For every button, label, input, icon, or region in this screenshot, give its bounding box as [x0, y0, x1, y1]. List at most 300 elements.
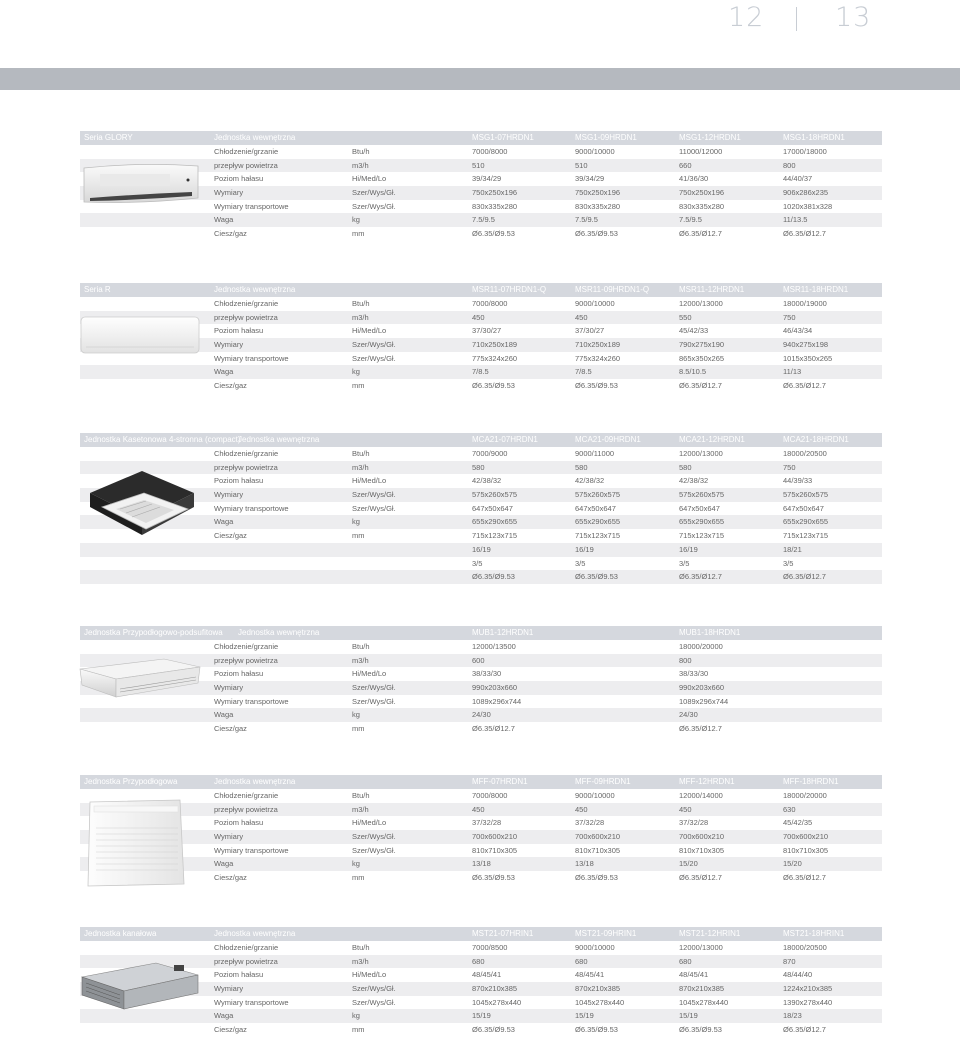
spec-value: 39/34/29 — [575, 174, 605, 184]
spec-label: Poziom hałasu — [214, 476, 264, 486]
spec-unit: Szer/Wys/Gł. — [352, 997, 396, 1007]
section-przypodlogowa — [80, 775, 882, 885]
spec-value: Ø6.35/Ø9.53 — [679, 1025, 722, 1035]
model-name: MST21-18HRIN1 — [783, 929, 845, 938]
spec-value: 870x210x385 — [575, 984, 621, 994]
spec-label: Waga — [214, 215, 234, 225]
spec-value: 450 — [575, 804, 588, 814]
spec-value: 44/40/37 — [783, 174, 813, 184]
spec-label: Chłodzenie/grzanie — [214, 791, 279, 800]
spec-value: 575x260x575 — [575, 490, 621, 500]
spec-table — [80, 447, 882, 584]
spec-unit: m3/h — [352, 956, 369, 966]
model-name: MST21-09HRIN1 — [575, 929, 637, 938]
spec-unit: kg — [352, 215, 360, 225]
section-header — [80, 775, 882, 789]
model-name: MFF-09HRDN1 — [575, 777, 631, 786]
series-name: Jednostka Przypodłogowa — [84, 777, 178, 786]
spec-value: 1020x381x328 — [783, 201, 833, 211]
model-name: MSR11-18HRDN1 — [783, 285, 849, 294]
spec-value: 38/33/30 — [472, 669, 502, 679]
spec-value: 42/38/32 — [679, 476, 709, 486]
spec-label: Ciesz/gaz — [214, 381, 247, 391]
spec-value: 600 — [472, 655, 485, 665]
table-row — [80, 570, 882, 584]
spec-value: Ø6.35/Ø12.7 — [679, 724, 722, 734]
spec-value: 12000/13500 — [472, 642, 516, 651]
spec-label: Ciesz/gaz — [214, 873, 247, 883]
spec-value: 750x250x196 — [472, 188, 518, 198]
spec-value: 575x260x575 — [783, 490, 829, 500]
spec-value: 700x600x210 — [575, 832, 621, 842]
spec-value: 715x123x715 — [472, 531, 518, 541]
table-row — [80, 844, 882, 858]
spec-value: 37/32/28 — [472, 818, 502, 828]
spec-value: 1390x278x440 — [783, 997, 833, 1007]
table-row — [80, 461, 882, 475]
spec-value: Ø6.35/Ø12.7 — [783, 381, 826, 391]
spec-value: 44/39/33 — [783, 476, 813, 486]
spec-value: 810x710x305 — [472, 845, 518, 855]
spec-label: Wymiary — [214, 490, 244, 500]
spec-value: 710x250x189 — [575, 340, 621, 350]
wall-unit-glory-image — [80, 160, 202, 210]
section-header — [80, 433, 882, 447]
spec-label: Chłodzenie/grzanie — [214, 147, 279, 156]
spec-label: Wymiary transportowe — [214, 696, 289, 706]
spec-value: Ø6.35/Ø12.7 — [783, 572, 826, 582]
spec-value: 575x260x575 — [472, 490, 518, 500]
spec-value: 810x710x305 — [575, 845, 621, 855]
spec-value: 450 — [679, 804, 692, 814]
spec-unit: Szer/Wys/Gł. — [352, 353, 396, 363]
spec-label: przepływ powietrza — [214, 956, 278, 966]
spec-value: 37/32/28 — [575, 818, 605, 828]
section-kasetonowa — [80, 433, 882, 584]
model-name: MSG1-18HRDN1 — [783, 133, 845, 142]
spec-label: Wymiary transportowe — [214, 503, 289, 513]
spec-unit: mm — [352, 229, 365, 239]
model-name: MFF-18HRDN1 — [783, 777, 839, 786]
spec-unit: Btu/h — [352, 791, 370, 800]
spec-value: 715x123x715 — [783, 531, 829, 541]
unit-label: Jednostka wewnętrzna — [214, 133, 296, 142]
spec-value: 715x123x715 — [575, 531, 621, 541]
spec-value: 7000/8000 — [472, 791, 508, 800]
spec-value: 647x50x647 — [679, 503, 720, 513]
spec-value: 7.5/9.5 — [575, 215, 598, 225]
table-row — [80, 857, 882, 871]
spec-unit: Szer/Wys/Gł. — [352, 201, 396, 211]
spec-value: Ø6.35/Ø9.53 — [472, 1025, 515, 1035]
spec-value: 15/19 — [575, 1011, 594, 1021]
spec-value: 45/42/33 — [679, 326, 709, 336]
table-row — [80, 145, 882, 159]
spec-value: 9000/10000 — [575, 943, 615, 952]
table-row — [80, 227, 882, 241]
series-name: Seria GLORY — [84, 133, 133, 142]
model-name: MSG1-07HRDN1 — [472, 133, 534, 142]
spec-value: Ø6.35/Ø12.7 — [783, 229, 826, 239]
spec-unit: Szer/Wys/Gł. — [352, 188, 396, 198]
spec-value: Ø6.35/Ø9.53 — [575, 572, 618, 582]
spec-value: Ø6.35/Ø9.53 — [472, 572, 515, 582]
spec-value: 48/45/41 — [575, 970, 605, 980]
spec-value: 11/13 — [783, 367, 802, 377]
spec-value: 38/33/30 — [679, 669, 709, 679]
spec-value: 450 — [575, 312, 588, 322]
spec-value: 655x290x655 — [472, 517, 518, 527]
table-row — [80, 543, 882, 557]
spec-value: 8.5/10.5 — [679, 367, 707, 377]
spec-unit: Szer/Wys/Gł. — [352, 340, 396, 350]
spec-value: 7000/8500 — [472, 943, 508, 952]
spec-label: Wymiary — [214, 984, 244, 994]
unit-label: Jednostka wewnętrzna — [238, 435, 320, 444]
spec-value: 775x324x260 — [472, 353, 518, 363]
spec-label: Ciesz/gaz — [214, 724, 247, 734]
series-name: Seria R — [84, 285, 111, 294]
spec-label: Poziom hałasu — [214, 174, 264, 184]
spec-value: 41/36/30 — [679, 174, 709, 184]
spec-value: 7.5/9.5 — [472, 215, 495, 225]
spec-label: Wymiary — [214, 683, 244, 693]
spec-value: 13/18 — [575, 859, 594, 869]
spec-unit: m3/h — [352, 804, 369, 814]
model-name: MUB1-18HRDN1 — [679, 628, 741, 637]
spec-value: 18/21 — [783, 544, 802, 554]
spec-label: Wymiary transportowe — [214, 353, 289, 363]
table-row — [80, 488, 882, 502]
model-name: MCA21-12HRDN1 — [679, 435, 745, 444]
spec-value: 655x290x655 — [575, 517, 621, 527]
spec-value: 11000/12000 — [679, 147, 723, 156]
model-name: MSG1-09HRDN1 — [575, 133, 637, 142]
spec-value: Ø6.35/Ø12.7 — [472, 724, 515, 734]
series-name: Jednostka kanałowa — [84, 929, 157, 938]
spec-value: 24/30 — [679, 710, 698, 720]
spec-value: 830x335x280 — [472, 201, 518, 211]
spec-value: 12000/13000 — [679, 449, 723, 458]
spec-label: Chłodzenie/grzanie — [214, 299, 279, 308]
spec-value: Ø6.35/Ø12.7 — [679, 873, 722, 883]
spec-value: 655x290x655 — [679, 517, 725, 527]
table-row — [80, 447, 882, 461]
spec-value: 580 — [575, 462, 588, 472]
spec-unit: Hi/Med/Lo — [352, 669, 387, 679]
spec-label: Poziom hałasu — [214, 818, 264, 828]
table-row — [80, 529, 882, 543]
series-name: Jednostka Kasetonowa 4-stronna (compact) — [84, 435, 241, 444]
spec-value: Ø6.35/Ø12.7 — [783, 1025, 826, 1035]
spec-value: 800 — [783, 160, 796, 170]
table-row — [80, 1023, 882, 1037]
spec-value: 9000/11000 — [575, 449, 615, 458]
spec-value: 17000/18000 — [783, 147, 827, 156]
spec-label: Waga — [214, 710, 234, 720]
spec-value: 3/5 — [472, 558, 483, 568]
page-number-right: 13 — [835, 2, 872, 33]
table-row — [80, 722, 882, 736]
spec-label: Poziom hałasu — [214, 970, 264, 980]
unit-label: Jednostka wewnętrzna — [214, 777, 296, 786]
spec-label: przepływ powietrza — [214, 160, 278, 170]
spec-value: 680 — [679, 956, 692, 966]
table-row — [80, 789, 882, 803]
spec-value: 3/5 — [783, 558, 794, 568]
spec-value: 680 — [472, 956, 485, 966]
table-row — [80, 557, 882, 571]
spec-unit: Szer/Wys/Gł. — [352, 845, 396, 855]
model-name: MSR11-09HRDN1-Q — [575, 285, 650, 294]
spec-value: 1045x278x440 — [472, 997, 522, 1007]
table-row — [80, 708, 882, 722]
spec-value: 12000/14000 — [679, 791, 723, 800]
spec-value: 550 — [679, 312, 692, 322]
spec-value: Ø6.35/Ø12.7 — [679, 229, 722, 239]
spec-value: 990x203x660 — [679, 683, 725, 693]
spec-value: 700x600x210 — [472, 832, 518, 842]
spec-value: 1045x278x440 — [575, 997, 625, 1007]
spec-value: 647x50x647 — [472, 503, 513, 513]
spec-value: 655x290x655 — [783, 517, 829, 527]
spec-label: Poziom hałasu — [214, 326, 264, 336]
spec-value: Ø6.35/Ø9.53 — [575, 873, 618, 883]
table-row — [80, 941, 882, 955]
spec-value: 750 — [783, 462, 796, 472]
spec-unit: mm — [352, 724, 365, 734]
spec-label: Chłodzenie/grzanie — [214, 642, 279, 651]
spec-value: 870x210x385 — [679, 984, 725, 994]
spec-unit: Szer/Wys/Gł. — [352, 503, 396, 513]
spec-value: 450 — [472, 312, 485, 322]
spec-value: 7000/8000 — [472, 147, 508, 156]
spec-label: Wymiary transportowe — [214, 997, 289, 1007]
spec-label: Wymiary transportowe — [214, 201, 289, 211]
spec-value: 710x250x189 — [472, 340, 518, 350]
cassette-unit-image — [80, 463, 200, 543]
table-row — [80, 474, 882, 488]
spec-value: 18000/20500 — [783, 943, 827, 952]
unit-label: Jednostka wewnętrzna — [214, 285, 296, 294]
series-name: Jednostka Przypodłogowo-podsufitowa — [84, 628, 223, 637]
spec-value: 830x335x280 — [575, 201, 621, 211]
spec-unit: Hi/Med/Lo — [352, 970, 387, 980]
spec-unit: Hi/Med/Lo — [352, 818, 387, 828]
spec-unit: Btu/h — [352, 147, 370, 156]
spec-unit: m3/h — [352, 312, 369, 322]
spec-value: 18000/19000 — [783, 299, 827, 308]
spec-label: Chłodzenie/grzanie — [214, 449, 279, 458]
spec-unit: kg — [352, 710, 360, 720]
spec-value: 42/38/32 — [575, 476, 605, 486]
spec-value: Ø6.35/Ø9.53 — [472, 229, 515, 239]
spec-unit: mm — [352, 531, 365, 541]
spec-value: 647x50x647 — [783, 503, 824, 513]
spec-value: 700x600x210 — [679, 832, 725, 842]
spec-unit: Btu/h — [352, 299, 370, 308]
spec-value: 9000/10000 — [575, 791, 615, 800]
spec-unit: mm — [352, 1025, 365, 1035]
floor-unit-image — [84, 798, 190, 888]
spec-value: 1089x296x744 — [472, 696, 522, 706]
spec-label: przepływ powietrza — [214, 312, 278, 322]
section-header — [80, 927, 882, 941]
spec-value: Ø6.35/Ø12.7 — [679, 381, 722, 391]
spec-label: Ciesz/gaz — [214, 531, 247, 541]
unit-label: Jednostka wewnętrzna — [238, 628, 320, 637]
page-number-divider — [796, 7, 797, 31]
spec-value: 906x286x235 — [783, 188, 829, 198]
spec-label: Waga — [214, 517, 234, 527]
spec-value: 3/5 — [679, 558, 690, 568]
spec-label: Chłodzenie/grzanie — [214, 943, 279, 952]
duct-unit-image — [74, 957, 204, 1021]
model-name: MSR11-12HRDN1 — [679, 285, 745, 294]
spec-table — [80, 789, 882, 885]
table-row — [80, 502, 882, 516]
spec-value: Ø6.35/Ø9.53 — [472, 381, 515, 391]
spec-value: 12000/13000 — [679, 943, 723, 952]
model-name: MFF-07HRDN1 — [472, 777, 528, 786]
spec-value: 15/20 — [783, 859, 802, 869]
spec-value: Ø6.35/Ø12.7 — [783, 873, 826, 883]
spec-value: 48/45/41 — [472, 970, 502, 980]
model-name: MCA21-09HRDN1 — [575, 435, 641, 444]
spec-value: 810x710x305 — [679, 845, 725, 855]
spec-value: 580 — [679, 462, 692, 472]
spec-value: 11/13.5 — [783, 215, 808, 225]
spec-unit: Btu/h — [352, 943, 370, 952]
spec-value: 510 — [472, 160, 485, 170]
spec-unit: Btu/h — [352, 642, 370, 651]
spec-value: 750x250x196 — [679, 188, 725, 198]
spec-value: 580 — [472, 462, 485, 472]
spec-unit: kg — [352, 1011, 360, 1021]
spec-label: Waga — [214, 859, 234, 869]
spec-value: 16/19 — [575, 544, 594, 554]
spec-value: Ø6.35/Ø9.53 — [575, 1025, 618, 1035]
spec-label: przepływ powietrza — [214, 804, 278, 814]
spec-label: Ciesz/gaz — [214, 229, 247, 239]
spec-value: 13/18 — [472, 859, 491, 869]
section-header — [80, 131, 882, 145]
spec-value: 7000/9000 — [472, 449, 508, 458]
spec-label: Wymiary — [214, 340, 244, 350]
spec-value: 15/19 — [679, 1011, 698, 1021]
spec-value: 9000/10000 — [575, 299, 615, 308]
spec-unit: Btu/h — [352, 449, 370, 458]
spec-value: 48/45/41 — [679, 970, 709, 980]
spec-value: 700x600x210 — [783, 832, 829, 842]
table-row — [80, 816, 882, 830]
spec-value: Ø6.35/Ø9.53 — [575, 381, 618, 391]
spec-value: 24/30 — [472, 710, 491, 720]
spec-value: Ø6.35/Ø9.53 — [575, 229, 618, 239]
table-row — [80, 213, 882, 227]
spec-label: przepływ powietrza — [214, 655, 278, 665]
spec-value: 830x335x280 — [679, 201, 725, 211]
page-number-left: 12 — [728, 2, 765, 33]
spec-label: Wymiary — [214, 188, 244, 198]
spec-value: 647x50x647 — [575, 503, 616, 513]
spec-value: 48/44/40 — [783, 970, 813, 980]
spec-value: 865x350x265 — [679, 353, 725, 363]
spec-value: 575x260x575 — [679, 490, 725, 500]
table-row — [80, 640, 882, 654]
table-row — [80, 365, 882, 379]
spec-value: 39/34/29 — [472, 174, 502, 184]
spec-value: 810x710x305 — [783, 845, 829, 855]
spec-value: 37/30/27 — [575, 326, 605, 336]
spec-label: Wymiary transportowe — [214, 845, 289, 855]
spec-unit: mm — [352, 873, 365, 883]
spec-value: 7/8.5 — [472, 367, 489, 377]
spec-value: 7/8.5 — [575, 367, 592, 377]
table-row — [80, 515, 882, 529]
table-row — [80, 297, 882, 311]
spec-value: 7000/8000 — [472, 299, 508, 308]
header-band — [0, 68, 960, 90]
spec-value: 1224x210x385 — [783, 984, 833, 994]
model-name: MSG1-12HRDN1 — [679, 133, 741, 142]
model-name: MSR11-07HRDN1-Q — [472, 285, 547, 294]
spec-value: Ø6.35/Ø9.53 — [472, 873, 515, 883]
spec-unit: mm — [352, 381, 365, 391]
spec-value: 1089x296x744 — [679, 696, 729, 706]
spec-value: 940x275x198 — [783, 340, 829, 350]
table-row — [80, 830, 882, 844]
model-name: MUB1-12HRDN1 — [472, 628, 534, 637]
model-name: MCA21-18HRDN1 — [783, 435, 849, 444]
spec-value: 37/32/28 — [679, 818, 709, 828]
model-name: MST21-07HRIN1 — [472, 929, 534, 938]
spec-label: przepływ powietrza — [214, 462, 278, 472]
spec-unit: m3/h — [352, 655, 369, 665]
spec-value: 990x203x660 — [472, 683, 518, 693]
spec-value: 3/5 — [575, 558, 586, 568]
spec-label: Wymiary — [214, 832, 244, 842]
spec-value: 18000/20000 — [679, 642, 723, 651]
spec-value: 750 — [783, 312, 796, 322]
spec-label: Waga — [214, 367, 234, 377]
spec-value: 870x210x385 — [472, 984, 518, 994]
spec-value: 775x324x260 — [575, 353, 621, 363]
spec-unit: Szer/Wys/Gł. — [352, 490, 396, 500]
spec-unit: Szer/Wys/Gł. — [352, 683, 396, 693]
spec-label: Poziom hałasu — [214, 669, 264, 679]
spec-value: 42/38/32 — [472, 476, 502, 486]
spec-unit: m3/h — [352, 160, 369, 170]
spec-unit: Szer/Wys/Gł. — [352, 984, 396, 994]
spec-value: 715x123x715 — [679, 531, 725, 541]
spec-unit: Szer/Wys/Gł. — [352, 696, 396, 706]
spec-label: Waga — [214, 1011, 234, 1021]
spec-value: 510 — [575, 160, 588, 170]
spec-value: 800 — [679, 655, 692, 665]
spec-value: 12000/13000 — [679, 299, 723, 308]
spec-unit: m3/h — [352, 462, 369, 472]
spec-value: 18/23 — [783, 1011, 802, 1021]
spec-value: 660 — [679, 160, 692, 170]
spec-value: 750x250x196 — [575, 188, 621, 198]
spec-value: 15/20 — [679, 859, 698, 869]
spec-value: 16/19 — [679, 544, 698, 554]
spec-unit: Hi/Med/Lo — [352, 476, 387, 486]
spec-value: 1045x278x440 — [679, 997, 729, 1007]
spec-value: 1015x350x265 — [783, 353, 833, 363]
spec-value: 9000/10000 — [575, 147, 615, 156]
